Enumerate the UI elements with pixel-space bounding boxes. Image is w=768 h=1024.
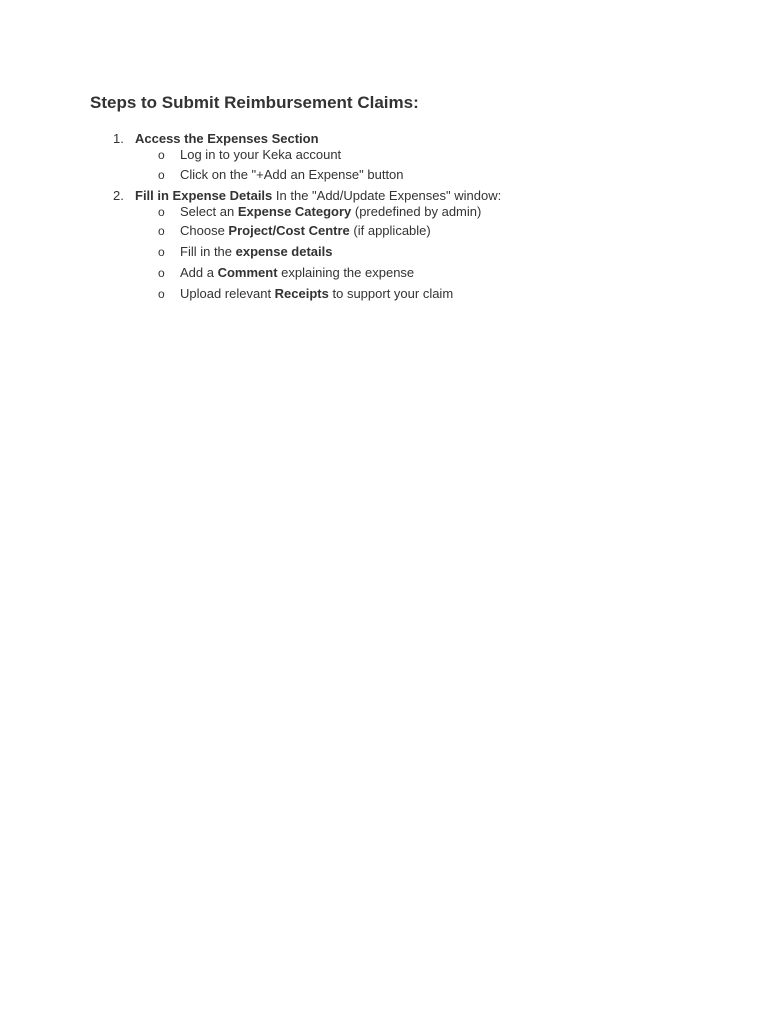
step-2-item-4-text: Add a xyxy=(180,265,218,280)
step-1-item-2-text: Click on the "+Add an Expense" button xyxy=(180,167,404,182)
step-1-item-2 xyxy=(180,167,404,183)
step-2-item-3-text: Fill in the xyxy=(180,244,236,259)
step-2-item-2-bold: Project/Cost Centre xyxy=(228,223,350,238)
step-2-item-1-after: (predefined by admin) xyxy=(351,204,482,219)
step-2-number: 2. xyxy=(113,188,124,203)
step-1-number: 1. xyxy=(113,131,124,146)
step-2-item-1-bold: Expense Category xyxy=(237,204,352,219)
step-2-item-1 xyxy=(180,204,481,220)
step-2-item-5-bold: Receipts xyxy=(274,286,329,301)
step-1-item-1-text: Log in to your Keka account xyxy=(180,147,342,162)
step-2-heading: Fill in Expense Details xyxy=(135,188,273,203)
step-1-heading: Access the Expenses Section xyxy=(135,131,319,146)
step-2-item-2 xyxy=(180,223,431,239)
step-2-item-2-after: (if applicable) xyxy=(349,223,431,238)
step-2-item-4 xyxy=(180,265,414,281)
step-2-item-5-after: to support your claim xyxy=(328,286,454,301)
step-2-item-5-bullet: o xyxy=(158,287,165,301)
step-2-item-1-text: Select an xyxy=(180,204,238,219)
step-2-item-2-text: Choose xyxy=(180,223,229,238)
step-2-item-4-bullet: o xyxy=(158,266,165,280)
step-2-item-4-bold: Comment xyxy=(217,265,278,280)
step-2-item-4-after: explaining the expense xyxy=(277,265,415,280)
step-2-item-5-text: Upload relevant xyxy=(180,286,275,301)
step-2-item-3-bold: expense details xyxy=(235,244,333,259)
step-2-item-3 xyxy=(180,244,332,260)
step-2-item-5 xyxy=(180,286,453,302)
document-title: Steps to Submit Reimbursement Claims: xyxy=(90,93,419,112)
step-2-line xyxy=(135,188,501,204)
step-1-item-2-bullet: o xyxy=(158,168,165,182)
step-2-text: In the "Add/Update Expenses" window: xyxy=(272,188,502,203)
step-2-item-1-bullet: o xyxy=(158,205,165,219)
step-1-item-1-bullet: o xyxy=(158,148,165,162)
step-1-item-1 xyxy=(180,147,341,163)
step-2-item-3-bullet: o xyxy=(158,245,165,259)
step-2-item-2-bullet: o xyxy=(158,224,165,238)
step-1-line xyxy=(135,131,319,147)
